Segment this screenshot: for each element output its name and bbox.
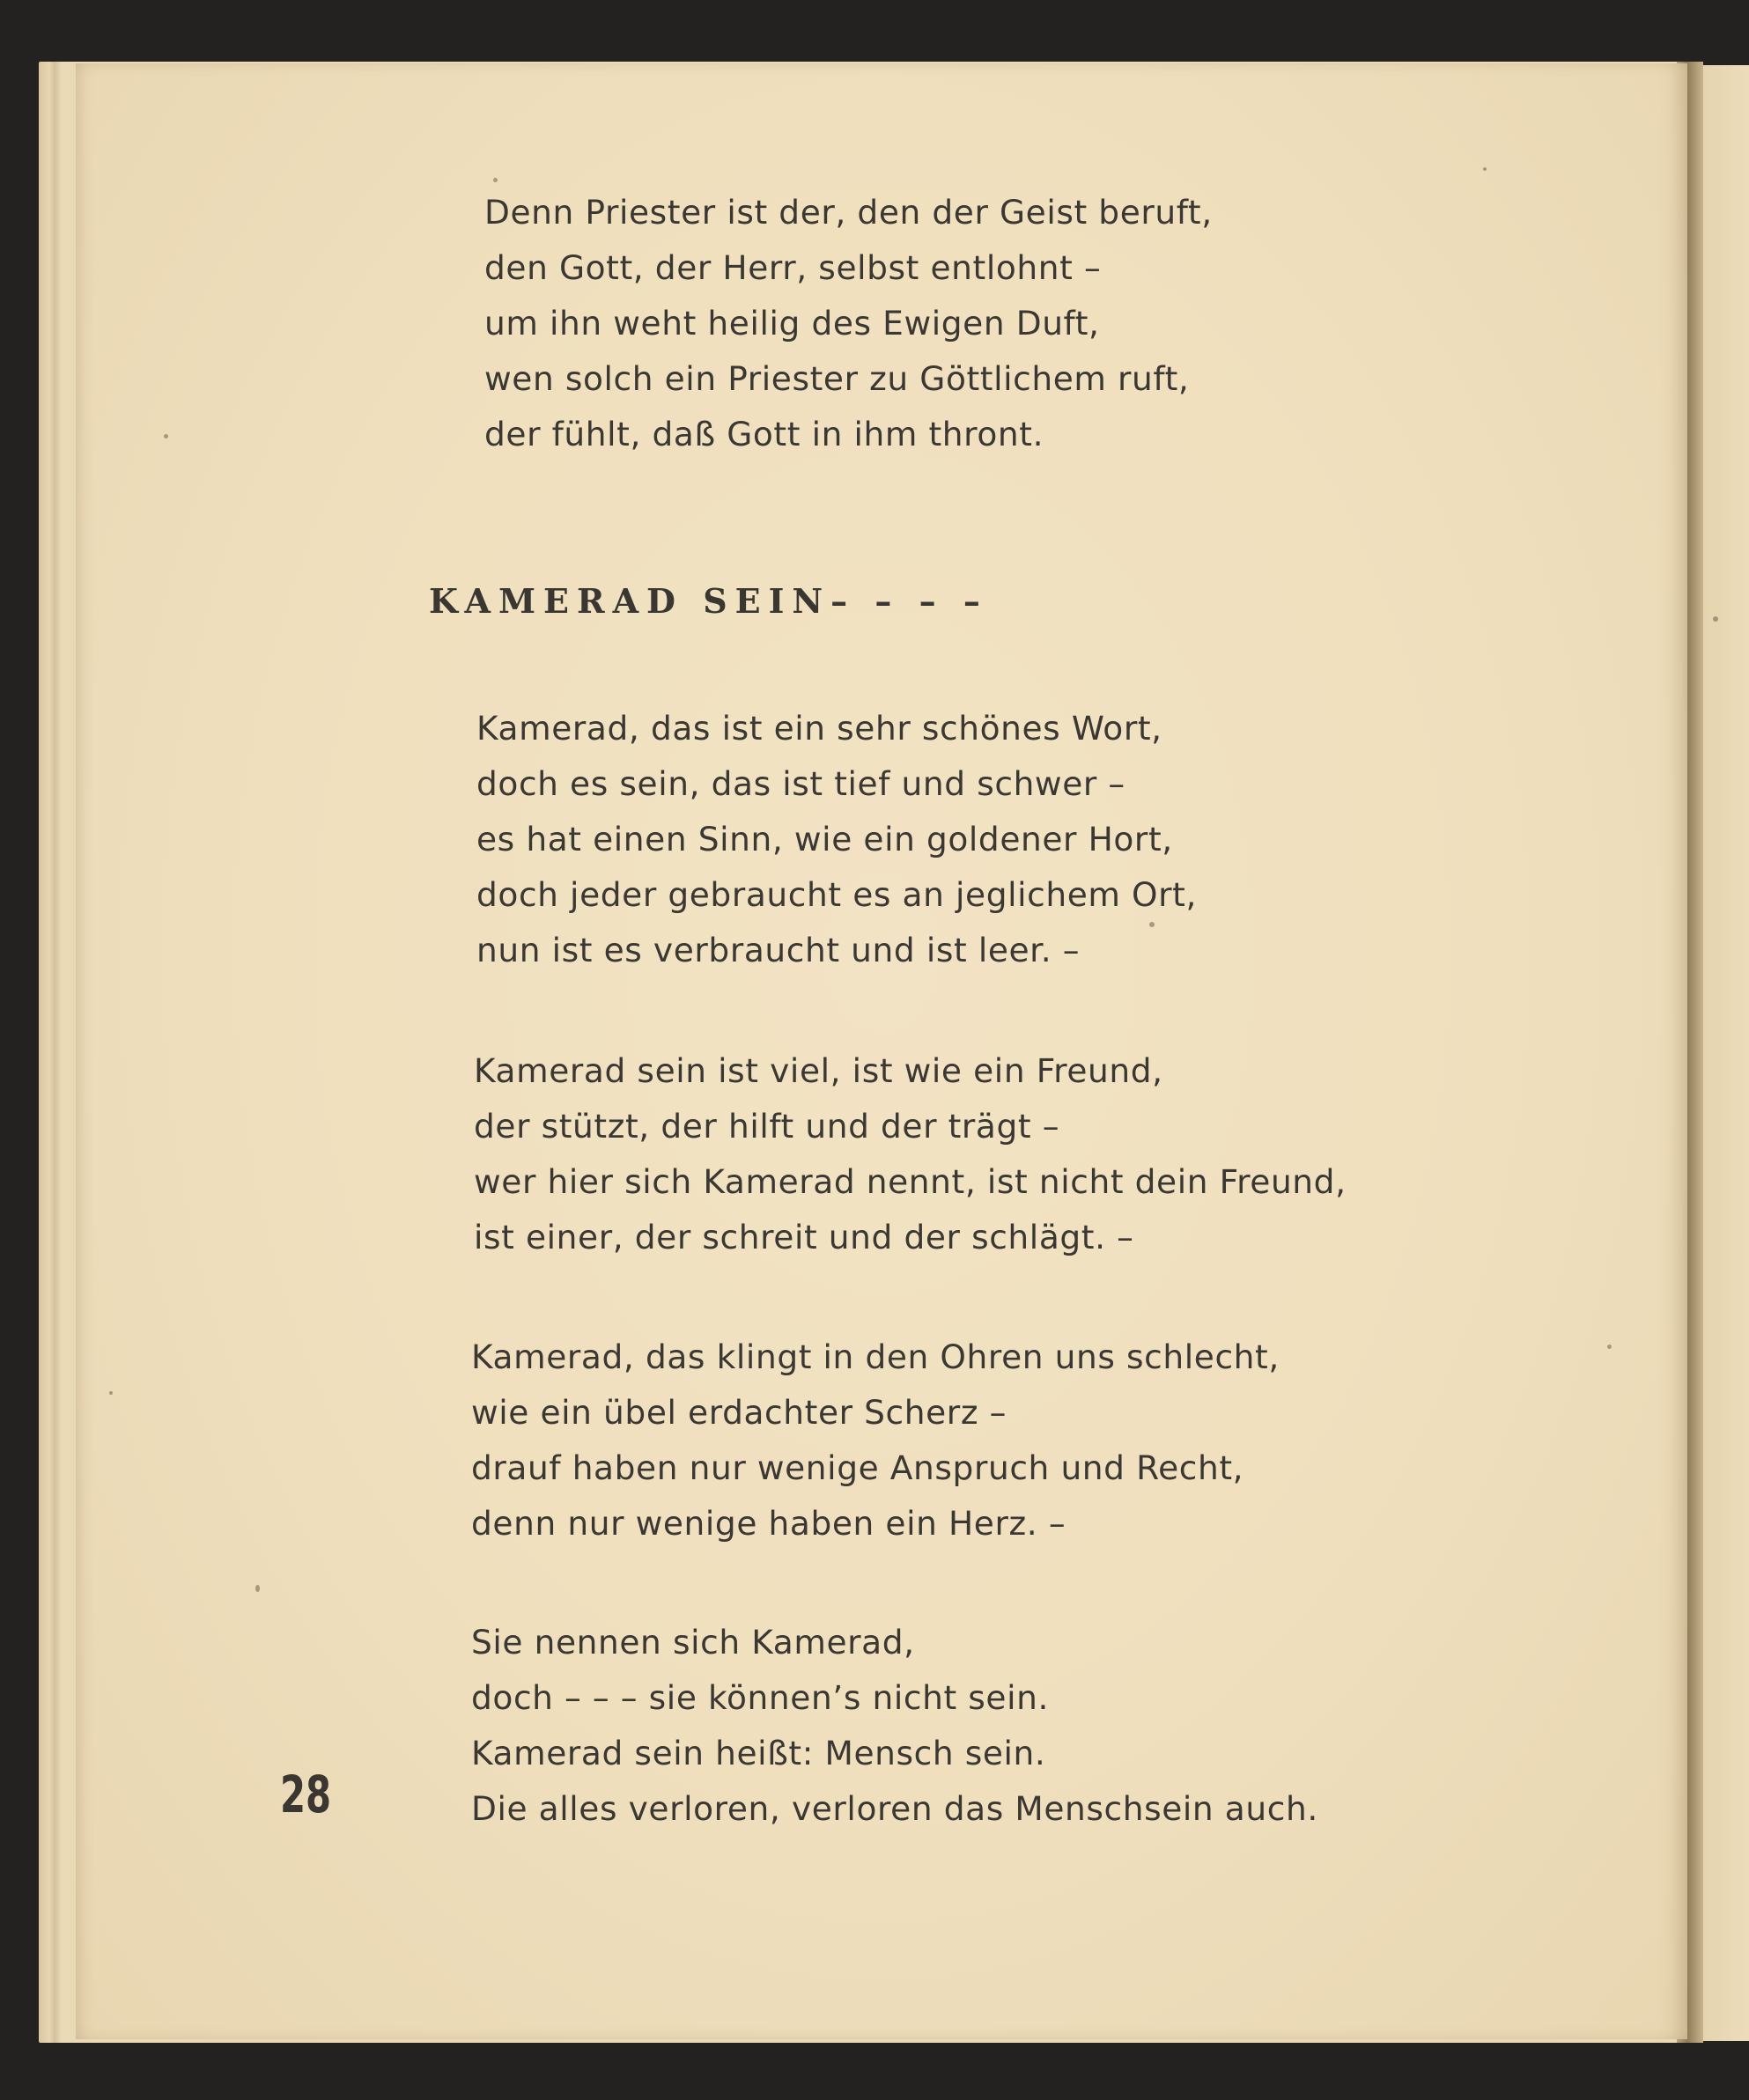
intro-stanza (484, 185, 1213, 462)
verse-line: wie ein übel erdachter Scherz – (471, 1393, 1007, 1432)
paper-speck (1483, 167, 1487, 171)
paper-speck (493, 178, 498, 182)
verse-line: um ihn weht heilig des Ewigen Duft, (484, 304, 1100, 343)
verse-line: wer hier sich Kamerad nennt, ist nicht dein Freund, (474, 1162, 1347, 1201)
verse-line: den Gott, der Herr, selbst entlohnt – (484, 248, 1102, 287)
verse-line: nun ist es verbraucht und ist leer. – (476, 931, 1081, 969)
paper-speck (109, 1391, 113, 1395)
verse-line: Kamerad, das ist ein sehr schönes Wort, (476, 709, 1162, 748)
verse-line: Die alles verloren, verloren das Menschsein auch. (471, 1789, 1318, 1828)
paper-speck (1607, 1345, 1612, 1349)
verse-line: der fühlt, daß Gott in ihm thront. (484, 415, 1044, 453)
verse-line: ist einer, der schreit und der schlägt. – (474, 1218, 1134, 1256)
poem-title: KAMERAD SEIN– – – – (429, 581, 988, 621)
verse-line: drauf haben nur wenige Anspruch und Recht, (471, 1448, 1244, 1487)
paper-speck (164, 434, 168, 438)
verse-line: der stützt, der hilft und der trägt – (474, 1107, 1060, 1146)
verse-line: es hat einen Sinn, wie ein goldener Hort, (476, 820, 1173, 858)
verse-line: denn nur wenige haben ein Herz. – (471, 1504, 1066, 1543)
stanza-4 (471, 1615, 1318, 1837)
verse-line: doch es sein, das ist tief und schwer – (476, 764, 1125, 803)
verse-line: doch – – – sie können’s nicht sein. (471, 1678, 1049, 1717)
verse-line: Kamerad sein heißt: Mensch sein. (471, 1734, 1046, 1772)
verse-line: Denn Priester ist der, den der Geist beruft, (484, 193, 1213, 232)
verse-line: doch jeder gebraucht es an jeglichem Ort, (476, 875, 1197, 914)
verse-line: Kamerad sein ist viel, ist wie ein Freund, (474, 1051, 1163, 1090)
paper-speck (1713, 616, 1718, 622)
verse-line: wen solch ein Priester zu Göttlichem ruft, (484, 359, 1190, 398)
stanza-2 (474, 1043, 1347, 1265)
verse-line: Sie nennen sich Kamerad, (471, 1623, 915, 1662)
stanza-1 (476, 701, 1197, 978)
verse-line: Kamerad, das klingt in den Ohren uns schlecht, (471, 1337, 1280, 1376)
stanza-3 (471, 1330, 1280, 1551)
page-number: 28 (280, 1765, 332, 1824)
paper-speck (255, 1585, 260, 1592)
